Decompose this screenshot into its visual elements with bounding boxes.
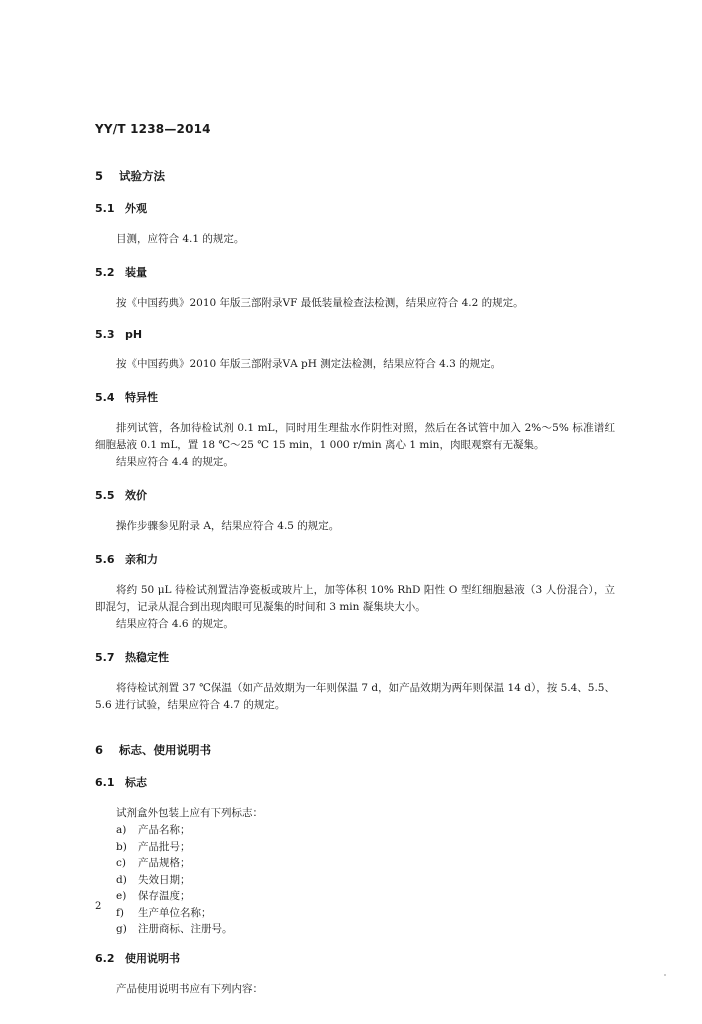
list-marker: d) xyxy=(116,873,127,886)
section-title: 亲和力 xyxy=(125,553,158,566)
section-title: 装量 xyxy=(125,266,147,279)
scan-speck xyxy=(664,974,666,976)
list-item-text: 失效日期； xyxy=(138,873,191,886)
section-title: 外观 xyxy=(125,202,147,215)
list-marker: c) xyxy=(116,857,126,869)
section-text-5-7: 将待检试剂置 37 ℃保温（如产品效期为一年则保温 7 d，如产品效期为两年则保温 14 d），按 5.4、5.5、5.6 进行试验，结果应符合 4.7 的规定。 xyxy=(95,682,615,711)
section-text-5-4-b: 结果应符合 4.4 的规定。 xyxy=(116,456,234,468)
list-item-text: 产品名称； xyxy=(138,824,191,836)
marking-list xyxy=(95,822,615,938)
section-text-5-3: 按《中国药典》2010 年版三部附录ⅤA pH 测定法检测，结果应符合 4.3 的规定。 xyxy=(116,358,502,370)
list-item xyxy=(95,872,615,889)
list-item-text: 产品批号； xyxy=(138,840,191,853)
section-heading-5-3 xyxy=(95,328,615,341)
section-text-5-6-b: 结果应符合 4.6 的规定。 xyxy=(116,618,234,630)
list-item-text: 注册商标、注册号。 xyxy=(138,923,233,935)
section-heading-5-6 xyxy=(95,551,615,567)
section-text-5-1: 目测，应符合 4.1 的规定。 xyxy=(116,233,245,245)
section-text-5-6-a: 将约 50 μL 待检试剂置洁净瓷板或玻片上，加等体积 10% RhD 阳性 O 型红细胞悬液（3 人份混合），立即混匀，记录从混合到出现肉眼可见凝集的时间和 3 min 凝集块大小。 xyxy=(95,584,615,613)
section-heading-5-2 xyxy=(95,264,615,280)
section-heading-5-4 xyxy=(95,389,615,405)
section-heading-5-1 xyxy=(95,200,615,216)
list-item-text: 保存温度； xyxy=(138,890,191,902)
list-marker: a) xyxy=(116,824,127,836)
section-number: 5.2 xyxy=(95,266,115,279)
section-title: 试验方法 xyxy=(119,169,165,183)
section-number: 6.2 xyxy=(95,951,115,965)
section-title: 标志、使用说明书 xyxy=(119,743,211,757)
section-heading-5-5 xyxy=(95,487,615,503)
section-number: 6 xyxy=(95,743,104,757)
page-number: 2 xyxy=(95,901,102,912)
section-number: 5.6 xyxy=(95,553,115,566)
section-number: 5 xyxy=(95,169,104,183)
section-number: 6.1 xyxy=(95,776,115,789)
section-text-5-2: 按《中国药典》2010 年版三部附录ⅤF 最低装量检查法检测，结果应符合 4.2 的规定。 xyxy=(116,297,524,309)
list-marker: e) xyxy=(116,890,127,902)
section-text-5-4-a: 排列试管，各加待检试剂 0.1 mL，同时用生理盐水作阴性对照，然后在各试管中加入 2%～5% 标准谱红细胞悬液 0.1 mL，置 18 ℃～25 ℃ 15 min，1 000 r/min 离心 1 min，肉眼观察有无凝集。 xyxy=(95,422,615,451)
section-title: 热稳定性 xyxy=(125,651,169,664)
section-text-6-1-intro: 试剂盒外包装上应有下列标志： xyxy=(116,807,263,819)
section-heading-5-7 xyxy=(95,649,615,665)
section-number: 5.3 xyxy=(95,328,115,341)
section-text-5-5: 操作步骤参见附录 A，结果应符合 4.5 的规定。 xyxy=(116,520,340,532)
section-title: 标志 xyxy=(125,776,147,789)
document-body xyxy=(95,168,615,1014)
section-title: pH xyxy=(125,328,143,341)
section-title: 效价 xyxy=(125,489,147,502)
section-number: 5.5 xyxy=(95,489,115,502)
list-marker: f) xyxy=(116,906,124,919)
section-title: 特异性 xyxy=(125,391,158,404)
section-heading-6-2 xyxy=(95,950,615,966)
section-number: 5.4 xyxy=(95,391,115,404)
list-marker: g) xyxy=(116,923,127,935)
list-item xyxy=(95,855,615,872)
section-text-6-2: 产品使用说明书应有下列内容： xyxy=(116,982,263,995)
section-heading-6-1 xyxy=(95,774,615,790)
section-heading-6 xyxy=(95,742,615,758)
section-number: 5.7 xyxy=(95,651,115,664)
document-header: YY/T 1238—2014 xyxy=(95,122,211,136)
list-item xyxy=(95,921,615,938)
list-marker: b) xyxy=(116,840,127,853)
section-title: 使用说明书 xyxy=(125,951,180,965)
list-item xyxy=(95,888,615,905)
list-item xyxy=(95,905,615,922)
list-item xyxy=(95,839,615,856)
list-item-text: 生产单位名称； xyxy=(138,906,212,919)
section-heading-5 xyxy=(95,168,615,184)
section-number: 5.1 xyxy=(95,202,115,215)
list-item-text: 产品规格； xyxy=(138,857,191,869)
list-item xyxy=(95,822,615,839)
